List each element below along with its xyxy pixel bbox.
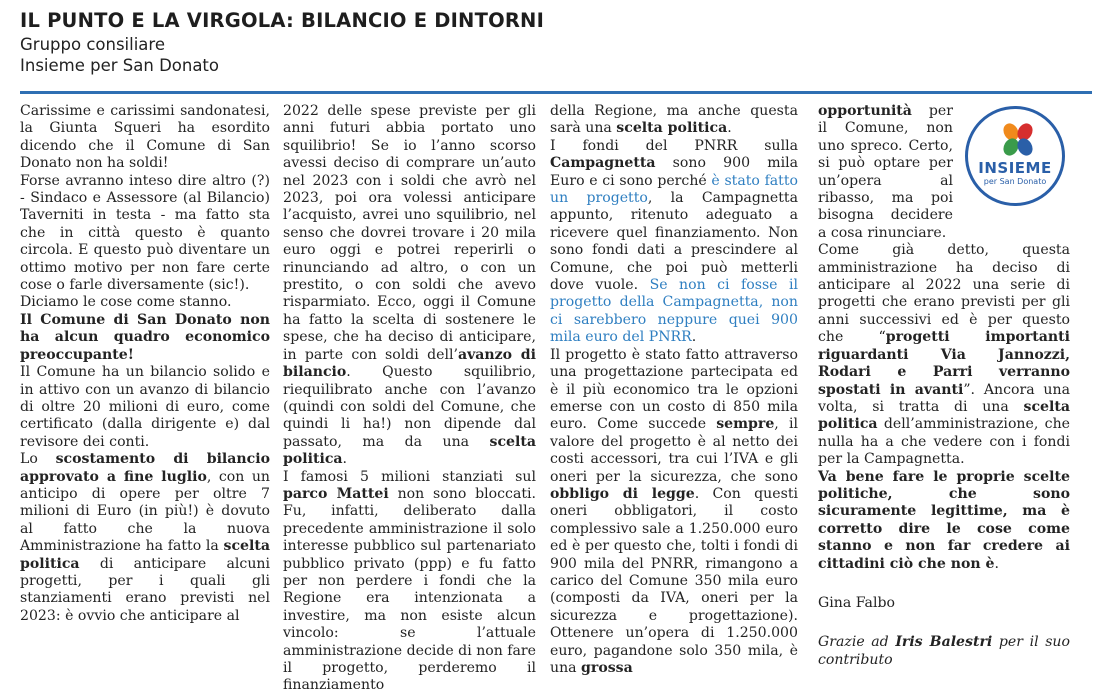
logo-sub: per San Donato (983, 177, 1047, 186)
bold-run: progetti importanti riguardanti Via Jannozzi, Rodari e Parri verranno spostati in avanti (818, 329, 1071, 398)
column-1 (20, 103, 270, 625)
text-run: , il valore del progetto è al netto dei costi accessori, tra cui l’IVA e gli oneri per la sicurezza, che sono (550, 416, 798, 485)
bold-run: scelta politica (283, 433, 536, 468)
text-run: per il suo contributo (818, 634, 1070, 668)
text-run: , con un anticipo di opere per oltre 7 milioni di Euro (in più!) è dovuto al fatto che la nuova Amministrazione ha fatto la (20, 468, 270, 555)
group-name: Insieme per San Donato (20, 56, 219, 75)
text-run: Lo (20, 451, 56, 468)
text-run: I fondi del PNRR sulla (550, 137, 798, 154)
text-run: . Con questi oneri obbligatori, il costo complessivo sale a 1.250.000 euro ed è per questo che, tolti i fondi di 900 mila del PNRR, rimangono a carico del Comune 350 mila euro (composti da IVA, oneri per la sicurezza e progettazione). Ottenere un’opera di 1.250.000 euro, pagandone solo 350 mila, è una (550, 485, 798, 676)
text-run: . (691, 329, 697, 346)
text-run: . Questo squilibrio, riequilibrato anche con l’avanzo (quindi con soldi del Comune, che quindi li ha!) non dipende dal passato, ma da una (283, 364, 536, 450)
paragraph (550, 103, 798, 138)
text-run: per il Comune, non uno spreco. Certo, si può optare per un’opera al ribasso, ma poi bisogna decidere a cosa rinunciare. (818, 103, 953, 241)
text-run: I famosi 5 milioni stanziati sul (283, 468, 536, 485)
bold-run: sempre (716, 416, 775, 433)
bold-run: scelta politica (616, 120, 728, 137)
text-run: della Regione, ma anche questa sarà una (550, 103, 798, 137)
paragraph: Forse avranno inteso dire altro (?) - Sindaco e Assessore (al Bilancio) Taverniti in testa - ma fatto sta che in città questo è quanto circola. E questo può diventare un ottimo motivo per non fare certe cose o farle diversamente (sic!). (20, 172, 270, 294)
column-2 (283, 103, 536, 695)
text-run: . (342, 451, 348, 468)
text-run: , la Campagnetta appunto, ritenuto adeguato a ricevere quel finanziamento. Non sono fondi dati a prescindere al Comune, che poi può metterli dove vuole. (550, 190, 798, 294)
article-header (20, 8, 1100, 76)
text-run: dell’amministrazione, che nulla ha a che vedere con i fondi per la Campagnetta. (818, 416, 1070, 468)
paragraph: Il Comune ha un bilancio solido e in attivo con un avanzo di bilancio di oltre 20 milioni di euro, come certificato (dalla dirigente e) dal revisore dei conti. (20, 364, 270, 450)
bold-run: scelta politica (818, 398, 1070, 433)
bold-run: opportunità (818, 103, 912, 119)
bold-run: Iris Balestri (895, 634, 993, 651)
text-run: . (994, 555, 1000, 572)
highlight-run: Se non ci fosse il progetto della Campagnetta, non ci sarebbero neppure quei 900 mila euro del PNRR (550, 277, 798, 346)
text-run: Come già detto, questa amministrazione ha deciso di anticipare al 2022 una serie di progetti che erano previsti per gli anni successivi ed è per questo che “ (818, 242, 1070, 346)
column-4 (818, 103, 1070, 669)
highlight-run: è stato fatto un progetto (550, 172, 798, 207)
bold-run: scostamento di bilancio approvato a fine luglio (20, 451, 270, 485)
text-run: Grazie ad (818, 634, 896, 651)
text-run: sono 900 mila Euro e ci sono perché (550, 155, 798, 189)
paragraph (818, 242, 1070, 468)
paragraph (818, 469, 1070, 573)
header-divider (20, 91, 1092, 94)
group-label: Gruppo consiliare (20, 35, 165, 54)
paragraph: Diciamo le cose come stanno. (20, 294, 232, 311)
text-run: non sono bloccati. Fu, infatti, deliberato dalla precedente amministrazione il solo interesse pubblico sul partenariato pubblico privato (ppp) e fu fatto per non perdere i fondi che la Regione era intenzionata a investire, ma non esiste alcun vincolo: se l’attuale amministrazione decide di non fare il progetto, perderemo il finanziamento (283, 485, 537, 694)
column-3 (550, 103, 798, 677)
paragraph: Carissime e carissimi sandonatesi, la Giunta Squeri ha esordito dicendo che il Comune di San Donato non ha soldi! (20, 103, 270, 172)
paragraph (550, 347, 798, 678)
bold-run: obbligo di legge (550, 485, 695, 502)
text-run: . (727, 120, 732, 137)
article-title: IL PUNTO E LA VIRGOLA: BILANCIO E DINTORNI (20, 9, 545, 32)
logo-word: INSIEME (978, 159, 1052, 177)
bold-run: scelta politica (20, 538, 270, 572)
bold-statement: Va bene fare le proprie scelte politiche, che sono sicuramente legittime, ma è corretto dire le cose come stanno e non far credere ai cittadini ciò che non è (818, 468, 1070, 572)
paragraph (283, 103, 536, 469)
bold-run: avanzo di bilancio (283, 346, 536, 381)
credits (818, 634, 1070, 669)
bold-statement: Il Comune di San Donato non ha alcun quadro economico preoccupante! (20, 311, 270, 363)
text-run: di anticipare alcuni progetti, per i quali gli stanziamenti erano previsti nel 2023: è ovvio che anticipare al (20, 555, 270, 624)
text-run: Il progetto è stato fatto attraverso una progettazione partecipata ed è il più economico tra le opzioni emerse con un costo di 850 mila euro. Come succede (550, 346, 798, 433)
text-run: ”. Ancora una volta, si tratta di una (818, 381, 1070, 415)
paragraph (818, 103, 953, 242)
bold-run: parco Mattei (283, 485, 389, 502)
paragraph (283, 469, 536, 695)
text-run: 2022 delle spese previste per gli anni futuri abbia portato uno squilibrio! Se io l’anno scorso avessi deciso di comprare un’auto nel 2023 con i soldi che avrò nel 2023, poi ora volessi anticipare l’acquisto, avrei uno squilibrio, nel senso che dovrei trovare i 20 mila euro oggi e potrei reperirli o rinunciando ad altro, o con un prestito, o con soldi che avevo risparmiato. Ecco, oggi il Comune ha fatto la scelta di sostenere le spese, che ha deciso di anticipare, in parte con soldi dell’ (283, 103, 536, 363)
signature: Gina Falbo (818, 594, 895, 611)
paragraph (20, 312, 270, 364)
bold-run: Campagnetta (550, 155, 656, 172)
bold-run: grossa (581, 660, 633, 676)
paragraph (550, 138, 798, 347)
paragraph (20, 451, 270, 625)
